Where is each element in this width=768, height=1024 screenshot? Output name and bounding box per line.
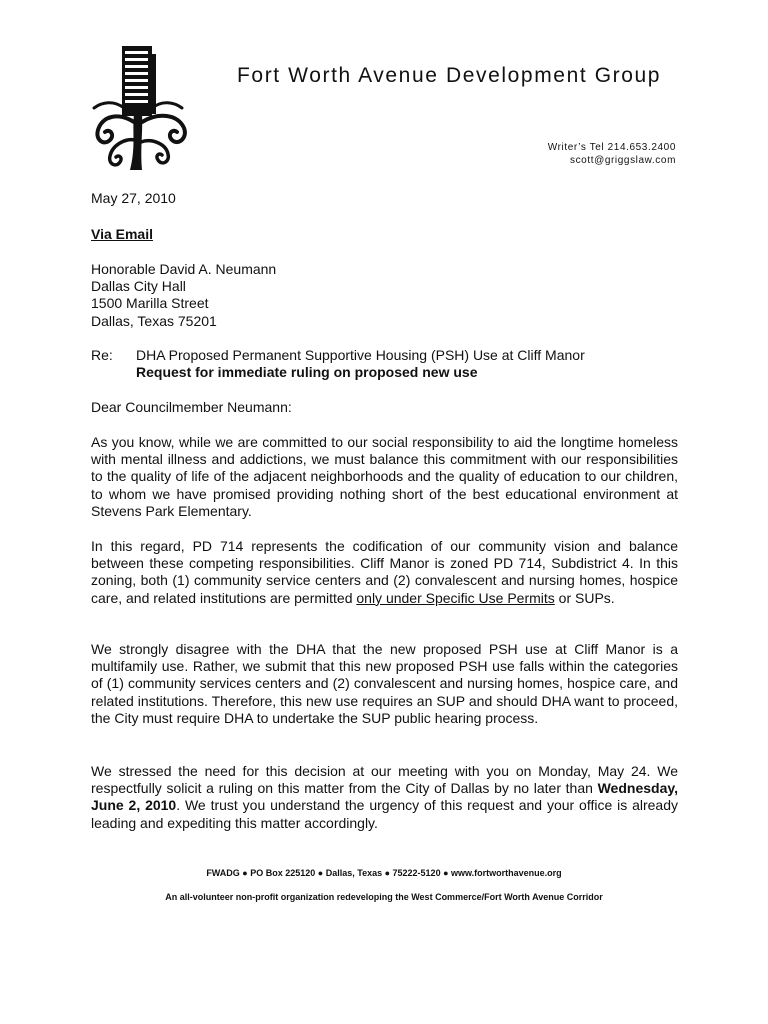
paragraph-2 <box>91 538 678 607</box>
recipient-name: Honorable David A. Neumann <box>91 261 277 277</box>
paragraph-2-underlined: only under Specific Use Permits <box>356 589 555 606</box>
paragraph-4 <box>91 763 678 832</box>
recipient-street: 1500 Marilla Street <box>91 295 209 312</box>
salutation: Dear Councilmember Neumann: <box>91 399 292 415</box>
writer-contact <box>548 142 676 167</box>
writer-email: scott@griggslaw.com <box>569 154 676 166</box>
subject-request: Request for immediate ruling on proposed new use <box>136 364 478 381</box>
letter-date: May 27, 2010 <box>91 190 176 206</box>
footer-tagline: An all-volunteer non-profit organization redeveloping the West Commerce/Fort Worth Avenue Corridor <box>165 892 603 902</box>
subject-title: DHA Proposed Permanent Supportive Housing (PSH) Use at Cliff Manor <box>136 347 585 363</box>
footer-address: FWADG ● PO Box 225120 ● Dallas, Texas ● 75222-5120 ● www.fortworthavenue.org <box>206 868 562 878</box>
paragraph-4-text: We stressed the need for this decision at our meeting with you on Monday, May 24. We respectfully solicit a ruling on this matter from the City of Dallas by no later than <box>91 763 678 797</box>
paragraph-3: We strongly disagree with the DHA that the new proposed PSH use at Cliff Manor is a multifamily use. Rather, we submit that this new proposed PSH use falls within the categories of (1) community services centers and (2) convalescent and nursing homes, hospice care, and related institutions. Therefore, this new use requires an SUP and should DHA want to proceed, the City must require DHA to undertake the SUP public hearing process. <box>91 641 678 726</box>
paragraph-1: As you know, while we are committed to our social responsibility to aid the longtime homeless with mental illness and addictions, we must balance this commitment with our responsibilities to the quality of life of the adjacent neighborhoods and the quality of education to our children, to whom we have promised providing nothing short of the best educational environment at Stevens Park Elementary. <box>91 434 678 519</box>
subject-label: Re: <box>91 347 113 363</box>
recipient-city: Dallas, Texas 75201 <box>91 312 217 329</box>
organization-name: Fort Worth Avenue Development Group <box>237 64 662 87</box>
organization-logo <box>88 42 192 174</box>
delivery-method: Via Email <box>91 226 154 242</box>
paragraph-2-text: In this regard, PD 714 represents the codification of our community vision and balance between these competing responsibilities. Cliff Manor is zoned PD 714, Subdistrict 4. In this zoning, both (1) community service centers and (2) convalescent and nursing homes, hospice care, and related institutions are permitted <box>91 538 678 606</box>
paragraph-4-deadline: Wednesday, June 2, 2010 <box>91 780 678 814</box>
paragraph-4-end: . We trust you understand the urgency of this request and your office is already leading and expediting this matter accordingly. <box>91 797 678 831</box>
writer-telephone: Writer’s Tel 214.653.2400 <box>547 142 676 153</box>
recipient-address <box>91 261 678 330</box>
recipient-office: Dallas City Hall <box>91 278 186 295</box>
paragraph-2-end: or SUPs. <box>554 589 615 606</box>
